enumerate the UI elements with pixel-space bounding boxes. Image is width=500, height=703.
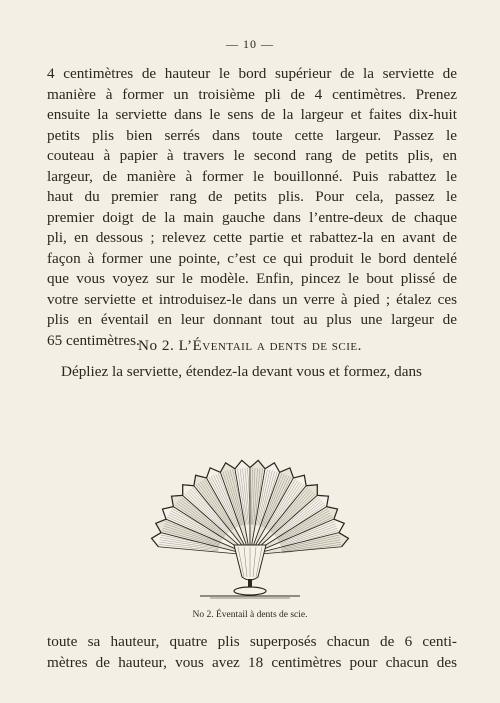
fan-napkin-illustration xyxy=(150,395,350,600)
figure-caption: No 2. Éventail à dents de scie. xyxy=(192,610,308,620)
text-line: couteau à papier à travers le second rang de petits plis, en xyxy=(47,147,457,164)
text-line: haut du premier rang de petits plis. Pour cela, passez le xyxy=(47,188,457,205)
text-line: ensuite la serviette dans le sens de la largeur et faites dix-huit xyxy=(47,106,457,123)
section-heading-text: L’Éventail a dents de scie. xyxy=(178,337,362,354)
text-line: largeur, de manière à former le bouillonné. Puis rabattez le xyxy=(47,167,457,185)
paragraph-2-line: Dépliez la serviette, étendez-la devant vous et formez, dans xyxy=(61,363,422,380)
glass-stem xyxy=(248,579,252,587)
glass-foot xyxy=(234,587,266,595)
text-line: 65 centimètres. xyxy=(47,331,140,349)
text-line: toute sa hauteur, quatre plis superposés chacun de 6 centi- xyxy=(47,633,457,650)
text-line: que vous voyez sur le modèle. Enfin, pincez le bout plissé de xyxy=(47,270,457,287)
text-line: premier doigt de la main gauche dans l’entre-deux de chaque xyxy=(47,208,457,226)
section-heading xyxy=(0,337,500,355)
text-line: 4 centimètres de hauteur le bord supérieur de la serviette de xyxy=(47,65,457,82)
text-line: pli, en dessous ; relevez cette partie et rabattez-la en avant de xyxy=(47,229,457,246)
paragraph-3 xyxy=(47,632,457,673)
text-line: manière à former un troisième pli de 4 centimètres. Prenez xyxy=(47,85,457,103)
section-heading-number: No 2. xyxy=(138,337,175,354)
text-line: petits plis bien serrés dans toute cette largeur. Passez le xyxy=(47,126,457,144)
text-line: mètres de hauteur, vous avez 18 centimètres pour chacun des xyxy=(47,653,457,671)
text-line: plis en éventail en leur donnant tout au plus une largeur de xyxy=(47,311,457,328)
text-line: votre serviette et introduisez-le dans un verre à pied ; étalez ces xyxy=(47,290,457,308)
paragraph-2 xyxy=(47,362,457,383)
page-number: — 10 — xyxy=(226,37,274,51)
text-line: façon à former une pointe, c’est ce qui produit le bord dentelé xyxy=(47,249,457,267)
paragraph-1 xyxy=(47,64,457,351)
